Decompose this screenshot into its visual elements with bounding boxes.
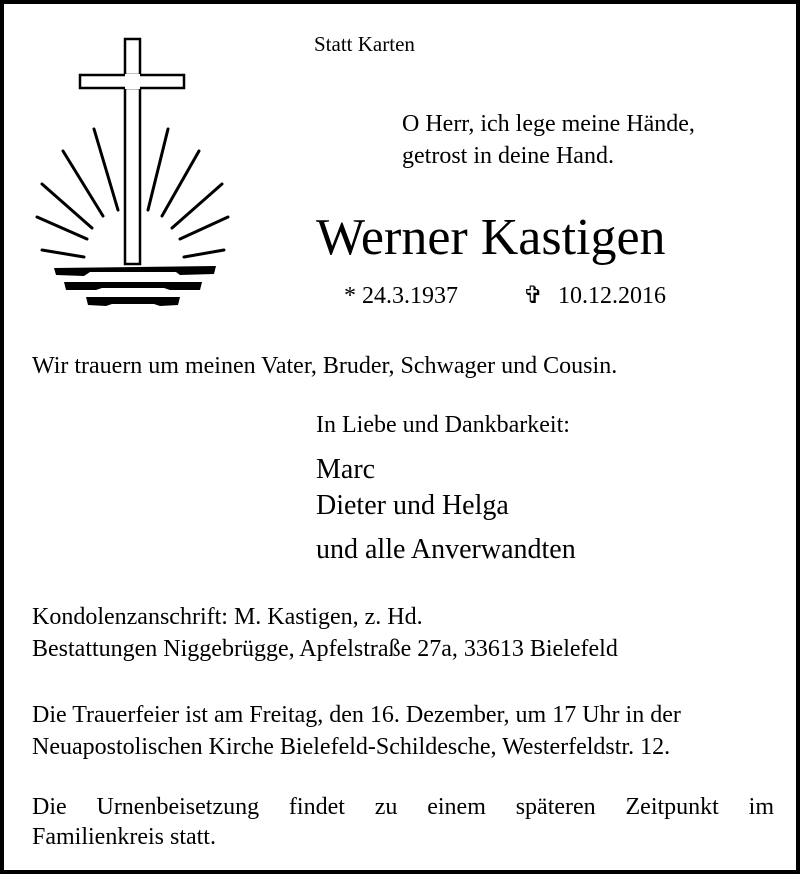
death-cross-icon: ✞ — [523, 283, 544, 309]
funeral-line-1: Die Trauerfeier ist am Freitag, den 16. Dezember, um 17 Uhr in der — [32, 702, 681, 728]
signature-name: und alle Anverwandten — [316, 534, 576, 565]
statt-karten-label: Statt Karten — [314, 32, 415, 56]
verse-line-1: O Herr, ich lege meine Hände, — [402, 111, 695, 137]
condolence-line-2: Bestattungen Niggebrügge, Apfelstraße 27a, 33613 Bielefeld — [32, 636, 618, 662]
signature-name: Dieter und Helga — [316, 490, 509, 521]
condolence-line-1: Kondolenzanschrift: M. Kastigen, z. Hd. — [32, 604, 423, 630]
signature-intro: In Liebe und Dankbarkeit: — [316, 412, 570, 438]
birth-date: * 24.3.1937 — [344, 283, 458, 309]
urn-line-2: Familienkreis statt. — [32, 824, 216, 850]
signature-name: Marc — [316, 454, 376, 485]
verse-line-2: getrost in deine Hand. — [402, 143, 614, 169]
cross-with-rays-icon — [30, 34, 230, 314]
urn-line-1: Die Urnenbeisetzung findet zu einem späteren Zeitpunkt im — [32, 794, 774, 820]
mourning-text: Wir trauern um meinen Vater, Bruder, Schwager und Cousin. — [32, 353, 618, 379]
death-date: 10.12.2016 — [558, 283, 666, 309]
deceased-name: Werner Kastigen — [316, 209, 666, 266]
funeral-line-2: Neuapostolischen Kirche Bielefeld-Schildesche, Westerfeldstr. 12. — [32, 734, 671, 760]
